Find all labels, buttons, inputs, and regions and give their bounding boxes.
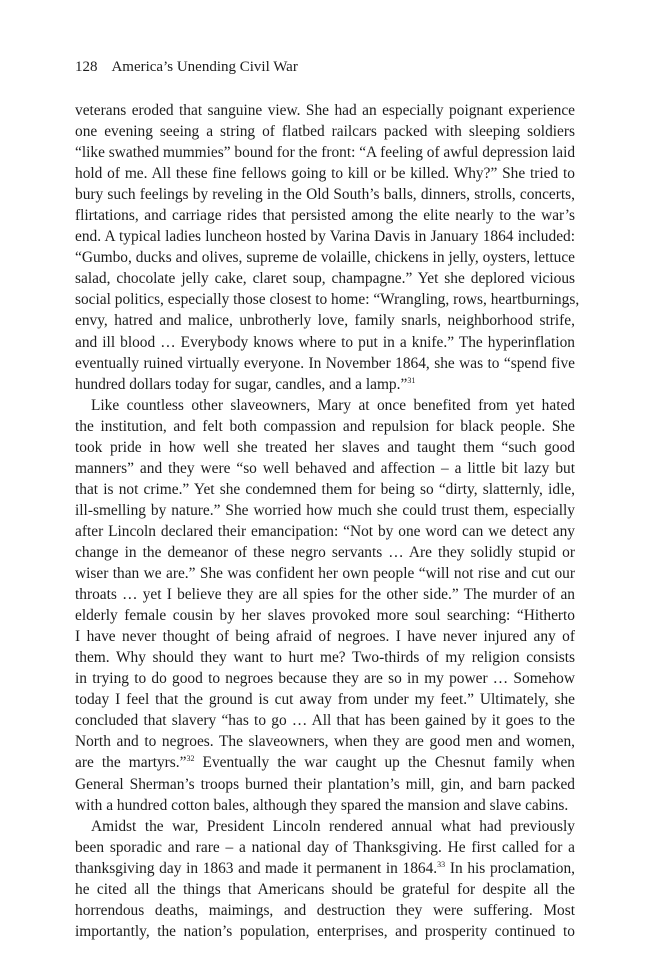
line-text: with a hundred cotton bales, although they spared the mansion and slave cabins.	[75, 796, 569, 814]
text-line	[75, 626, 575, 647]
running-head-title: America’s Unending Civil War	[111, 59, 298, 75]
text-line	[75, 752, 575, 773]
line-text: hold of me. All these fine fellows going to kill or be killed. Why?” She tried to	[75, 165, 575, 183]
line-text: the institution, and felt both compassion and repulsion for black people. She	[75, 417, 575, 435]
page-number: 128	[75, 59, 98, 75]
text-line	[75, 310, 575, 331]
text-line	[75, 689, 575, 710]
line-text: ill-smelling by nature.” She worried how much she could trust them, especially	[75, 501, 575, 519]
line-text: social politics, especially those closest to home: “Wrangling, rows, heartburnings,	[75, 291, 580, 309]
text-line	[75, 205, 575, 226]
text-line	[75, 416, 575, 437]
text-line	[75, 121, 575, 142]
text-line	[75, 837, 575, 858]
line-text: “like swathed mummies” bound for the front: “A feeling of awful depression laid	[75, 144, 576, 162]
line-text: envy, hatred and malice, unbrotherly love, family snarls, neighborhood strife,	[75, 312, 575, 330]
line-text: wiser than we are.” She was confident her own people “will not rise and cut our	[75, 565, 575, 583]
running-head	[75, 57, 298, 77]
line-text: took pride in how well she treated her slaves and taught them “such good	[75, 438, 575, 456]
line-text: throats … yet I believe they are all spies for the other side.” The murder of an	[75, 586, 575, 604]
line-text: General Sherman’s troops burned their plantation’s mill, gin, and barn packed	[75, 775, 575, 793]
text-line	[75, 226, 575, 247]
line-text: bury such feelings by reveling in the Old South’s balls, dinners, strolls, concerts,	[75, 186, 575, 204]
text-line	[75, 584, 575, 605]
text-line	[75, 795, 575, 816]
line-text: after Lincoln declared their emancipation: “Not by one word can we detect any	[75, 522, 575, 540]
text-line	[75, 921, 575, 942]
line-text: concluded that slavery “has to go … All that has been gained by it goes to the	[75, 712, 575, 730]
line-text: flirtations, and carriage rides that persisted among the elite nearly to the war’s	[75, 207, 575, 225]
line-text: veterans eroded that sanguine view. She had an especially poignant experience	[75, 102, 575, 119]
line-text: end. A typical ladies luncheon hosted by Varina Davis in January 1864 included:	[75, 228, 575, 246]
text-line	[75, 647, 575, 668]
line-text-continuation: Eventually the war caught up the Chesnut family when	[194, 754, 575, 772]
text-line	[75, 879, 575, 900]
text-line	[75, 479, 575, 500]
text-line	[75, 100, 575, 121]
line-text: I have never thought of being afraid of negroes. I have never injured any of	[75, 628, 575, 646]
text-line	[75, 163, 575, 184]
line-text: eventually ruined virtually everyone. In November 1864, she was to “spend five	[75, 354, 575, 372]
line-text: today I feel that the ground is cut away from under my feet.” Ultimately, she	[75, 691, 575, 709]
text-line	[75, 437, 575, 458]
line-text: been sporadic and rare – a national day of Thanksgiving. He first called for a	[75, 838, 575, 856]
footnote-ref: 32	[186, 754, 195, 764]
text-line	[75, 542, 575, 563]
text-line	[75, 142, 575, 163]
line-text: one evening seeing a string of flatbed railcars packed with sleeping soldiers	[75, 123, 575, 141]
text-line	[75, 710, 575, 731]
line-text: Like countless other slaveowners, Mary at once benefited from yet hated	[91, 396, 575, 414]
line-text: Amidst the war, President Lincoln rendered annual what had previously	[91, 817, 575, 835]
text-line	[75, 731, 575, 752]
line-text: salad, chocolate jelly cake, claret soup, champagne.” Yet she deplored vicious	[75, 270, 575, 288]
text-line	[75, 247, 575, 268]
text-line	[75, 605, 575, 626]
line-text: he cited all the things that Americans should be grateful for despite all the	[75, 880, 575, 898]
text-line	[75, 395, 575, 416]
line-text: in trying to do good to negroes because they are so in my power … Somehow	[75, 670, 575, 688]
footnote-ref: 31	[407, 375, 416, 385]
line-text: elderly female cousin by her slaves provoked more soul searching: “Hitherto	[75, 607, 575, 625]
line-text: importantly, the nation’s population, enterprises, and prosperity continued to	[75, 922, 575, 940]
text-line	[75, 289, 580, 310]
text-line	[75, 563, 575, 584]
line-text: them. Why should they want to hurt me? Two-thirds of my religion consists	[75, 649, 575, 667]
line-text: hundred dollars today for sugar, candles, and a lamp.”	[75, 375, 408, 393]
line-text: that is not crime.” Yet she condemned them for being so “dirty, slatternly, idle,	[75, 480, 575, 498]
line-text: manners” and they were “so well behaved and affection – a little bit lazy but	[75, 459, 575, 477]
text-line	[75, 458, 575, 479]
line-text: North and to negroes. The slaveowners, when they are good men and women,	[75, 733, 575, 751]
line-text: are the martyrs.”	[75, 754, 187, 772]
text-line	[75, 774, 575, 795]
line-text: change in the demeanor of these negro servants … Are they solidly stupid or	[75, 543, 575, 561]
text-line	[75, 521, 575, 542]
line-text: “Gumbo, ducks and olives, supreme de volaille, chickens in jelly, oysters, lettuce	[75, 249, 575, 267]
line-text-continuation: In his proclamation,	[445, 859, 576, 877]
footnote-ref: 33	[437, 859, 446, 869]
text-line	[75, 184, 575, 205]
text-line	[75, 816, 575, 837]
line-text: horrendous deaths, maimings, and destruction they were suffering. Most	[75, 901, 575, 919]
text-line	[75, 858, 575, 879]
text-line	[75, 353, 575, 374]
text-line	[75, 332, 575, 353]
line-text: thanksgiving day in 1863 and made it permanent in 1864.	[75, 859, 438, 877]
line-text: and ill blood … Everybody knows where to put in a knife.” The hyperinflation	[75, 333, 575, 351]
body-text	[75, 100, 580, 942]
text-line	[75, 268, 575, 289]
text-line	[75, 668, 575, 689]
text-line	[75, 374, 575, 395]
text-line	[75, 900, 575, 921]
text-line	[75, 500, 575, 521]
